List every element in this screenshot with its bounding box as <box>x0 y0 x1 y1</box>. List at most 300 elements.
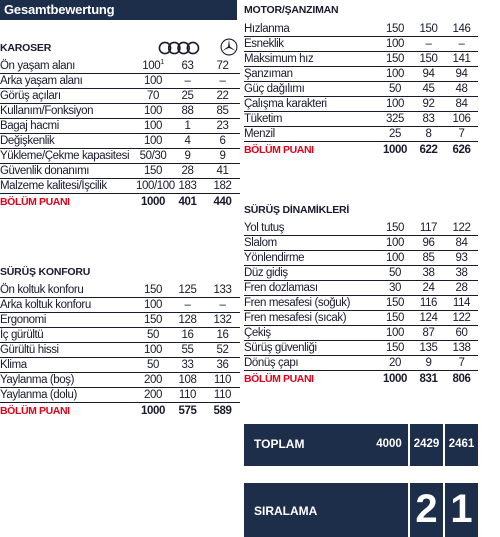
row-audi-points-text: 4 <box>184 135 191 148</box>
row-max-points <box>378 52 412 67</box>
row-audi-points <box>412 296 445 311</box>
row-audi-points <box>412 341 445 356</box>
motor-table <box>244 22 478 159</box>
row-mercedes-points-text: 138 <box>452 342 471 355</box>
row-audi-points-text: 28 <box>181 165 194 178</box>
table-row <box>244 236 478 251</box>
row-label <box>0 388 136 403</box>
row-audi-points-text: 25 <box>181 90 194 103</box>
surus-dinamikleri-table <box>244 221 478 388</box>
row-max-points-text: 100 <box>144 344 162 357</box>
row-audi-points-text: 1 <box>184 120 191 133</box>
table-row <box>244 82 478 97</box>
row-audi-points <box>170 179 205 194</box>
row-mercedes-points-text: 9 <box>219 150 226 163</box>
row-audi-points <box>170 373 205 388</box>
row-max-points-text: 100 <box>386 38 404 51</box>
row-max-points-text: 100 <box>144 135 162 148</box>
row-max-points-text: 325 <box>386 113 404 126</box>
row-label-text: Güç dağılımı <box>244 83 305 96</box>
row-label-text: Yaylanma (boş) <box>0 374 75 387</box>
row-audi-points <box>412 82 445 97</box>
row-max-points-text: 70 <box>147 90 159 103</box>
row-audi-points-text: 183 <box>178 180 197 193</box>
row-label-text: Dönüş çapı <box>244 357 299 370</box>
row-label <box>0 134 136 149</box>
row-max-points-text: 200 <box>144 389 162 402</box>
table-row <box>244 127 478 142</box>
row-mercedes-points-text: 94 <box>455 68 468 81</box>
row-mercedes-points-text: – <box>219 299 226 312</box>
table-row <box>0 343 240 358</box>
motor-section <box>244 4 478 159</box>
row-audi-points-text: – <box>184 75 191 88</box>
row-label <box>0 283 136 298</box>
row-max-points <box>378 97 412 112</box>
row-mercedes-points-text: 22 <box>216 90 229 103</box>
section-total-audi: 831 <box>419 373 438 386</box>
row-label <box>0 74 136 89</box>
row-audi-points-text: 135 <box>419 342 438 355</box>
table-row <box>0 74 240 89</box>
toplam-mercedes: 2461 <box>448 438 475 450</box>
table-row <box>0 313 240 328</box>
row-max-points-text: 100 <box>144 120 162 133</box>
row-audi-points <box>412 22 445 37</box>
row-audi-points-text: 87 <box>422 327 435 340</box>
row-label-text: Çekiş <box>244 327 271 340</box>
karoser-table <box>0 59 240 211</box>
row-mercedes-points-text: 16 <box>216 329 229 342</box>
row-max-points <box>378 127 412 142</box>
row-max-points <box>136 313 170 328</box>
row-label-text: Yükleme/Çekme kapasitesi <box>0 150 130 163</box>
row-max-points <box>378 251 412 266</box>
row-label-text: Arka yaşam alanı <box>0 75 83 88</box>
section-total-label: BÖLÜM PUANI <box>0 196 70 209</box>
row-mercedes-points <box>205 388 240 403</box>
row-audi-points-text: 150 <box>419 53 438 66</box>
row-label-text: Fren dozlaması <box>244 282 318 295</box>
row-max-points-text: 25 <box>389 128 401 141</box>
row-max-points-text: 150 <box>386 297 404 310</box>
row-label-text: İç gürültü <box>0 329 44 342</box>
row-audi-points-text: 108 <box>178 374 197 387</box>
table-row <box>0 358 240 373</box>
row-audi-points <box>170 283 205 298</box>
row-label <box>244 22 378 37</box>
row-mercedes-points-text: 41 <box>216 165 229 178</box>
row-max-points <box>378 22 412 37</box>
row-audi-points-text: 33 <box>181 359 194 372</box>
row-mercedes-points <box>445 82 478 97</box>
table-row <box>0 134 240 149</box>
row-mercedes-points <box>205 164 240 179</box>
row-mercedes-points <box>445 311 478 326</box>
row-label-text: Bagaj hacmi <box>0 120 59 133</box>
row-audi-points <box>412 112 445 127</box>
row-label <box>0 358 136 373</box>
table-row <box>0 373 240 388</box>
row-max-points <box>136 149 170 164</box>
table-row <box>0 119 240 134</box>
section-total-max: 1000 <box>141 196 165 209</box>
row-max-points <box>136 373 170 388</box>
row-label <box>0 89 136 104</box>
row-label-text: Esneklik <box>244 38 284 51</box>
row-max-points-text: 50/30 <box>139 150 167 163</box>
table-row <box>244 341 478 356</box>
row-label-text: Maksimum hız <box>244 53 314 66</box>
row-max-points <box>136 283 170 298</box>
row-max-points-text: 100 <box>386 252 404 265</box>
row-audi-points <box>412 67 445 82</box>
surus-dinamikleri-section <box>244 204 478 388</box>
row-mercedes-points <box>445 67 478 82</box>
row-label-text: Ergonomi <box>0 314 47 327</box>
table-row <box>0 149 240 164</box>
section-total-max: 1000 <box>383 373 407 386</box>
row-label-text: Tüketim <box>244 113 283 126</box>
row-mercedes-points <box>445 97 478 112</box>
row-audi-points-text: – <box>425 38 432 51</box>
row-mercedes-points-text: 72 <box>216 60 229 73</box>
row-max-points-text: 150 <box>144 165 162 178</box>
row-mercedes-points <box>445 221 478 236</box>
row-mercedes-points <box>445 266 478 281</box>
row-audi-points-text: 8 <box>425 128 432 141</box>
row-mercedes-points-text: 23 <box>216 120 229 133</box>
section-total-row <box>0 403 240 420</box>
row-label <box>0 59 136 74</box>
row-label <box>0 328 136 343</box>
row-max-points <box>136 89 170 104</box>
row-max-points-text: 100 <box>386 327 404 340</box>
row-mercedes-points <box>445 22 478 37</box>
row-mercedes-points <box>205 358 240 373</box>
row-audi-points <box>170 328 205 343</box>
row-mercedes-points-text: 52 <box>216 344 229 357</box>
row-label-text: Sürüş güvenliği <box>244 342 317 355</box>
row-label <box>0 373 136 388</box>
row-max-points <box>378 341 412 356</box>
row-audi-points-text: 63 <box>181 60 194 73</box>
table-row <box>244 311 478 326</box>
row-audi-points <box>170 388 205 403</box>
row-label-text: Şanzıman <box>244 68 293 81</box>
row-label <box>244 326 378 341</box>
row-max-points <box>378 67 412 82</box>
table-row <box>244 67 478 82</box>
row-mercedes-points-text: 7 <box>458 128 465 141</box>
row-mercedes-points <box>205 89 240 104</box>
row-mercedes-points <box>445 37 478 52</box>
row-label <box>0 164 136 179</box>
row-max-points-text: 100/100 <box>136 180 175 193</box>
section-total-mercedes: 589 <box>213 405 232 418</box>
row-label <box>244 221 378 236</box>
row-audi-points <box>170 298 205 313</box>
row-mercedes-points <box>205 179 240 194</box>
row-max-points <box>378 82 412 97</box>
row-label <box>244 311 378 326</box>
row-mercedes-points <box>205 373 240 388</box>
section-total-label: BÖLÜM PUANI <box>244 373 314 386</box>
row-max-points <box>136 104 170 119</box>
row-max-points <box>136 164 170 179</box>
row-max-points <box>378 281 412 296</box>
row-audi-points <box>412 127 445 142</box>
row-mercedes-points <box>205 119 240 134</box>
row-audi-points <box>412 311 445 326</box>
row-label <box>0 149 136 164</box>
row-mercedes-points <box>205 149 240 164</box>
row-mercedes-points-text: 36 <box>216 359 229 372</box>
table-row <box>244 97 478 112</box>
row-max-points <box>136 59 170 74</box>
row-max-points <box>136 298 170 313</box>
row-mercedes-points <box>445 112 478 127</box>
row-label-text: Arka koltuk konforu <box>0 299 91 312</box>
row-label <box>0 119 136 134</box>
row-mercedes-points <box>205 74 240 89</box>
row-max-points <box>378 37 412 52</box>
row-audi-points <box>412 281 445 296</box>
section-total-row <box>244 371 478 388</box>
row-mercedes-points-text: 84 <box>455 98 468 111</box>
row-label-text: Gürültü hissi <box>0 344 59 357</box>
row-mercedes-points-text: 28 <box>455 282 468 295</box>
row-label-text: Menzil <box>244 128 275 141</box>
row-label-text: Slalom <box>244 237 277 250</box>
row-audi-points <box>170 358 205 373</box>
row-max-points <box>136 134 170 149</box>
row-max-points <box>378 112 412 127</box>
row-mercedes-points <box>205 343 240 358</box>
section-total-row <box>0 194 240 211</box>
table-row <box>244 281 478 296</box>
table-row <box>244 296 478 311</box>
row-max-points <box>378 236 412 251</box>
row-mercedes-points <box>445 127 478 142</box>
row-audi-points <box>170 119 205 134</box>
row-audi-points-text: 9 <box>184 150 191 163</box>
table-row <box>244 52 478 67</box>
row-mercedes-points <box>445 281 478 296</box>
row-mercedes-points <box>205 283 240 298</box>
row-max-points-text: 30 <box>389 282 401 295</box>
row-audi-points <box>412 97 445 112</box>
row-audi-points-text: 83 <box>422 113 435 126</box>
row-max-points-text: 150 <box>386 222 404 235</box>
row-mercedes-points <box>445 341 478 356</box>
row-audi-points <box>170 74 205 89</box>
row-audi-points-text: 125 <box>178 284 197 297</box>
row-max-points-text: 150 <box>144 314 162 327</box>
row-max-points-text: 100 <box>386 98 404 111</box>
row-mercedes-points <box>205 134 240 149</box>
row-max-points-text: 50 <box>147 359 159 372</box>
toplam-box <box>244 424 478 466</box>
section-total-audi: 575 <box>178 405 197 418</box>
row-mercedes-points-text: 182 <box>213 180 232 193</box>
row-label-text: Yaylanma (dolu) <box>0 389 77 402</box>
row-label <box>244 296 378 311</box>
row-label <box>244 266 378 281</box>
table-row <box>244 356 478 371</box>
row-max-points-text: 50 <box>147 329 159 342</box>
row-max-points-text: 150 <box>386 312 404 325</box>
section-total-label: BÖLÜM PUANI <box>0 405 70 418</box>
row-max-points <box>136 74 170 89</box>
row-audi-points-text: 117 <box>419 222 438 235</box>
row-mercedes-points-text: 106 <box>452 113 471 126</box>
row-mercedes-points <box>205 328 240 343</box>
row-label <box>244 127 378 142</box>
row-label <box>244 356 378 371</box>
row-max-points-text: 50 <box>389 267 401 280</box>
section-total-label: BÖLÜM PUANI <box>244 144 314 157</box>
row-mercedes-points-text: 122 <box>452 312 471 325</box>
toplam-label: TOPLAM <box>254 437 305 451</box>
row-audi-points <box>170 343 205 358</box>
section-heading: MOTOR/ŞANZIMAN <box>244 4 339 16</box>
table-row <box>244 326 478 341</box>
row-label <box>0 298 136 313</box>
row-mercedes-points-text: 48 <box>455 83 468 96</box>
table-row <box>244 251 478 266</box>
section-heading: SÜRÜŞ DİNAMİKLERİ <box>244 204 350 216</box>
row-audi-points-text: 45 <box>422 83 435 96</box>
table-row <box>0 298 240 313</box>
row-mercedes-points <box>205 104 240 119</box>
row-audi-points-text: 88 <box>181 105 194 118</box>
section-total-max: 1000 <box>383 144 407 157</box>
row-mercedes-points-text: 133 <box>213 284 232 297</box>
row-mercedes-points-text: – <box>219 75 226 88</box>
row-mercedes-points-text: 110 <box>213 389 232 402</box>
row-audi-points <box>170 89 205 104</box>
row-label <box>0 179 136 194</box>
row-audi-points <box>412 266 445 281</box>
row-mercedes-points-text: 84 <box>455 237 468 250</box>
toplam-audi: 2429 <box>413 438 440 450</box>
row-audi-points-text: 124 <box>419 312 438 325</box>
table-row <box>244 221 478 236</box>
row-label-text: Malzeme kalitesi/İşcilik <box>0 180 107 193</box>
row-label-text: Kullanım/Fonksiyon <box>0 105 94 118</box>
row-audi-points <box>412 221 445 236</box>
row-max-points <box>378 326 412 341</box>
row-max-points <box>136 343 170 358</box>
row-audi-points <box>170 164 205 179</box>
row-audi-points-text: 110 <box>178 389 197 402</box>
row-max-points-text: 150 <box>144 284 162 297</box>
row-mercedes-points <box>445 326 478 341</box>
row-audi-points <box>412 52 445 67</box>
row-mercedes-points <box>205 59 240 74</box>
section-total-mercedes: 626 <box>452 144 471 157</box>
footnote-marker: 1 <box>160 59 164 67</box>
row-label <box>244 52 378 67</box>
row-audi-points <box>170 134 205 149</box>
karoser-section <box>0 42 240 211</box>
row-label-text: Yol tutuş <box>244 222 285 235</box>
row-audi-points-text: 85 <box>422 252 435 265</box>
row-max-points <box>378 296 412 311</box>
row-label-text: Fren mesafesi (sıcak) <box>244 312 347 325</box>
row-mercedes-points <box>445 251 478 266</box>
row-mercedes-points-text: 122 <box>452 222 471 235</box>
row-max-points-text: 100 <box>142 60 161 73</box>
row-label <box>244 236 378 251</box>
row-mercedes-points-text: 146 <box>452 23 471 36</box>
row-audi-points <box>412 251 445 266</box>
row-mercedes-points-text: 114 <box>452 297 471 310</box>
row-label <box>244 251 378 266</box>
row-mercedes-points-text: 93 <box>455 252 468 265</box>
table-row <box>0 283 240 298</box>
rank-audi: 2 <box>415 487 438 531</box>
row-max-points-text: 100 <box>386 237 404 250</box>
row-audi-points <box>170 59 205 74</box>
row-label-text: Fren mesafesi (soğuk) <box>244 297 350 310</box>
row-audi-points-text: 55 <box>181 344 194 357</box>
row-max-points <box>136 358 170 373</box>
row-audi-points <box>412 236 445 251</box>
page-title: Gesamtbewertung <box>0 0 237 20</box>
row-audi-points-text: 150 <box>419 23 438 36</box>
row-max-points-text: 100 <box>144 299 162 312</box>
row-mercedes-points-text: 110 <box>213 374 232 387</box>
row-mercedes-points <box>445 356 478 371</box>
row-mercedes-points-text: 7 <box>458 357 465 370</box>
row-label-text: Yönlendirme <box>244 252 305 265</box>
row-audi-points-text: 94 <box>422 68 435 81</box>
section-total-max: 1000 <box>141 405 165 418</box>
row-audi-points-text: 38 <box>422 267 435 280</box>
row-max-points <box>378 266 412 281</box>
row-label-text: Hızlanma <box>244 23 290 36</box>
section-heading: KAROSER <box>0 42 52 54</box>
row-max-points <box>378 356 412 371</box>
row-max-points <box>378 221 412 236</box>
row-max-points-text: 100 <box>144 105 162 118</box>
row-audi-points-text: 128 <box>178 314 197 327</box>
section-total-mercedes: 806 <box>452 373 471 386</box>
row-label-text: Çalışma karakteri <box>244 98 327 111</box>
table-row <box>0 179 240 194</box>
row-label <box>244 67 378 82</box>
row-audi-points-text: – <box>184 299 191 312</box>
row-label-text: Değişkenlik <box>0 135 55 148</box>
table-row <box>0 59 240 74</box>
row-label <box>244 341 378 356</box>
table-row <box>244 266 478 281</box>
table-row <box>0 104 240 119</box>
row-audi-points <box>170 313 205 328</box>
table-row <box>244 37 478 52</box>
row-max-points-text: 20 <box>389 357 401 370</box>
row-mercedes-points <box>445 296 478 311</box>
row-mercedes-points-text: 38 <box>455 267 468 280</box>
row-audi-points <box>412 37 445 52</box>
table-row <box>0 328 240 343</box>
siralama-box <box>244 483 478 537</box>
surus-konforu-section <box>0 266 240 420</box>
section-total-mercedes: 440 <box>213 196 232 209</box>
row-audi-points <box>170 104 205 119</box>
